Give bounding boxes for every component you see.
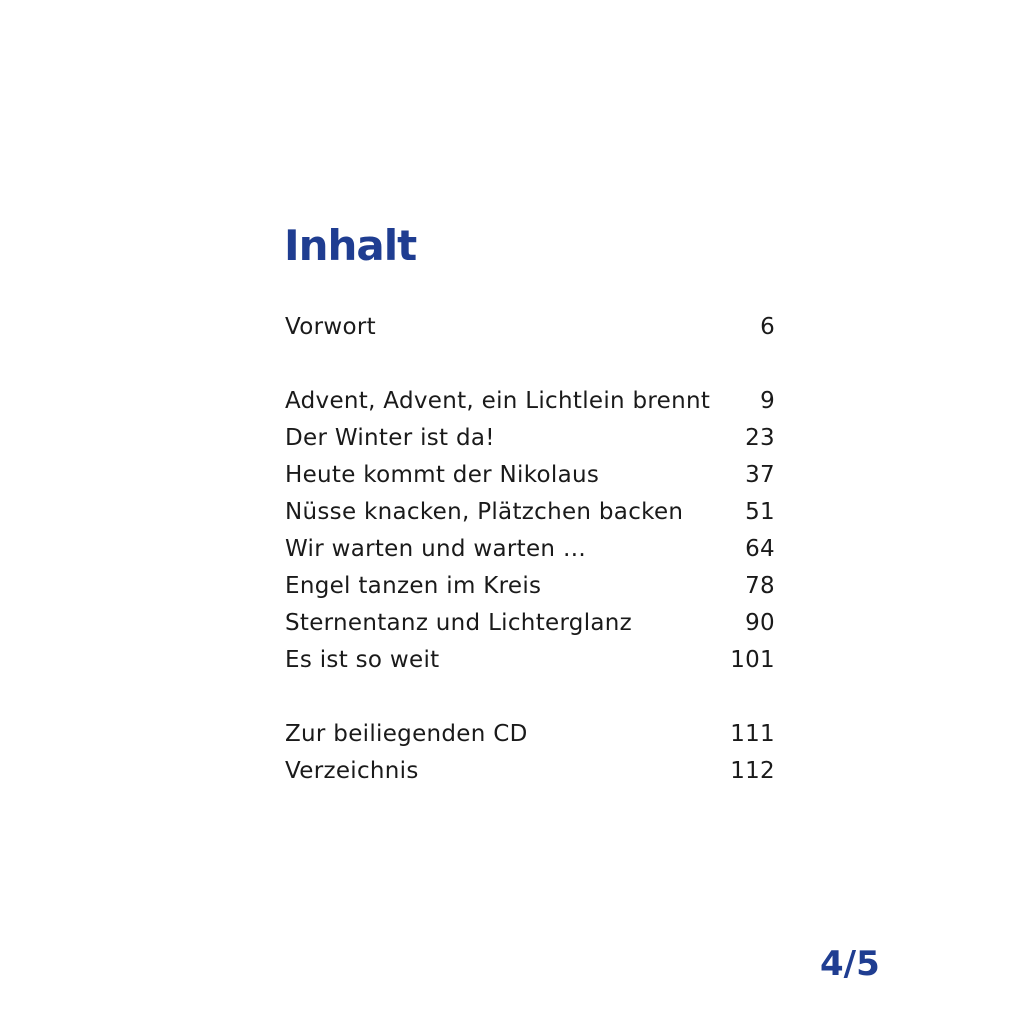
table-of-contents: [285, 309, 775, 790]
page-counter: 4/5: [820, 944, 880, 984]
toc-entry-title: Der Winter ist da!: [285, 425, 495, 451]
toc-entry: [285, 309, 775, 346]
page-title: Inhalt: [284, 221, 417, 270]
toc-entry-page: 64: [745, 536, 775, 562]
toc-entry: [285, 605, 775, 642]
toc-group-chapters: [285, 383, 775, 679]
toc-entry-page: 23: [745, 425, 775, 451]
toc-group-appendix: [285, 716, 775, 790]
toc-group-intro: [285, 309, 775, 346]
toc-entry: [285, 383, 775, 420]
toc-entry-page: 90: [745, 610, 775, 636]
toc-entry-page: 101: [730, 647, 775, 673]
toc-entry: [285, 420, 775, 457]
toc-entry-title: Engel tanzen im Kreis: [285, 573, 542, 599]
toc-entry-page: 111: [730, 721, 775, 747]
toc-entry-title: Verzeichnis: [285, 758, 419, 784]
toc-entry-title: Advent, Advent, ein Lichtlein brennt: [285, 388, 711, 414]
toc-entry: [285, 753, 775, 790]
toc-entry-title: Es ist so weit: [285, 647, 440, 673]
toc-entry-title: Wir warten und warten …: [285, 536, 587, 562]
toc-entry: [285, 494, 775, 531]
toc-entry-title: Vorwort: [285, 314, 376, 340]
toc-entry-page: 9: [760, 388, 775, 414]
toc-entry: [285, 568, 775, 605]
toc-entry-page: 51: [745, 499, 775, 525]
toc-entry-page: 37: [745, 462, 775, 488]
toc-entry: [285, 531, 775, 568]
toc-entry-page: 112: [730, 758, 775, 784]
toc-entry-page: 6: [760, 314, 775, 340]
toc-entry-title: Heute kommt der Nikolaus: [285, 462, 600, 488]
toc-entry-title: Zur beiliegenden CD: [285, 721, 528, 747]
toc-entry-title: Sternentanz und Lichterglanz: [285, 610, 633, 636]
toc-entry: [285, 642, 775, 679]
toc-entry: [285, 716, 775, 753]
toc-entry: [285, 457, 775, 494]
toc-entry-title: Nüsse knacken, Plätzchen backen: [285, 499, 684, 525]
toc-entry-page: 78: [745, 573, 775, 599]
